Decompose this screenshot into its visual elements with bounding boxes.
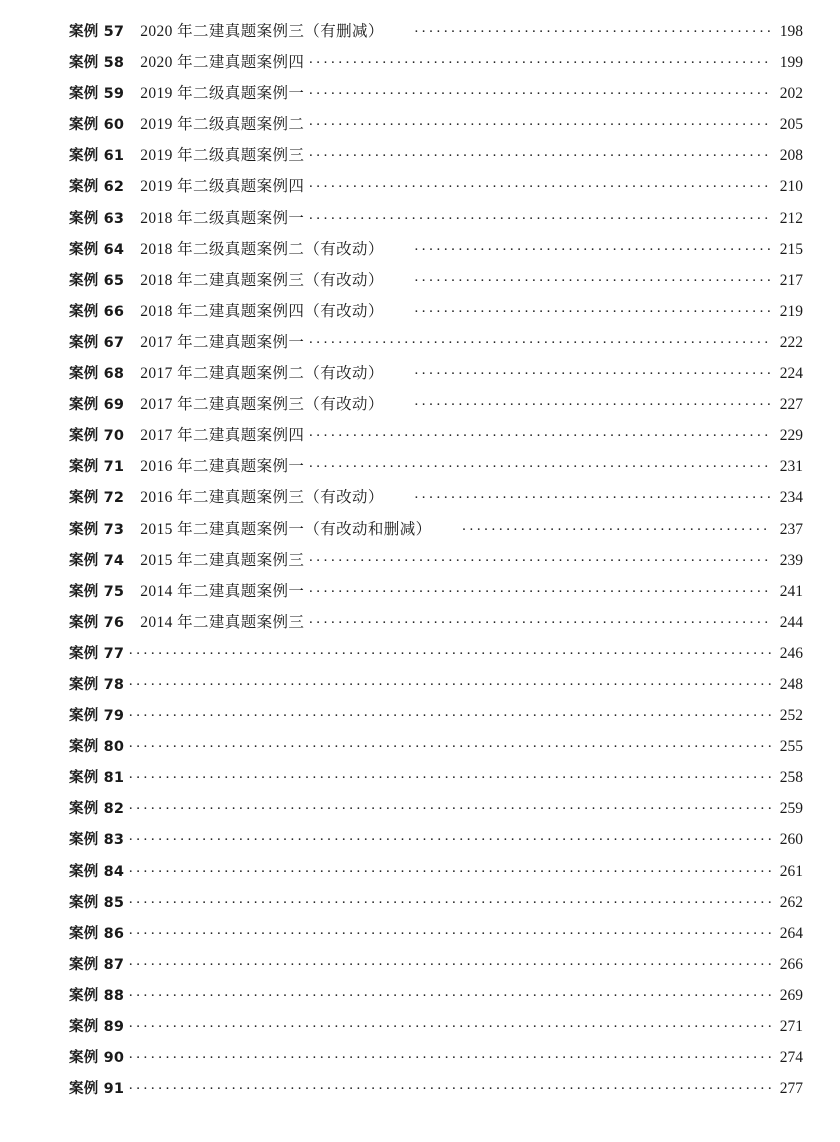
toc-entry-8[interactable] <box>69 234 803 265</box>
toc-entry-22[interactable] <box>69 669 803 700</box>
toc-entry-label: 案例 86 <box>69 925 125 942</box>
toc-entry-title: 2016 年二建真题案例一 <box>140 458 305 476</box>
toc-entry-title: 2018 年二级真题案例二（有改动） <box>140 240 384 258</box>
toc-entry-2[interactable] <box>69 47 803 78</box>
toc-entry-6[interactable] <box>69 171 803 202</box>
toc-entry-label: 案例 69 <box>69 397 125 414</box>
toc-entry-label: 案例 64 <box>69 241 125 258</box>
toc-page-number: 237 <box>779 520 803 538</box>
toc-page-number: 210 <box>779 178 803 196</box>
toc-entry-label: 案例 78 <box>69 676 125 693</box>
toc-entry-34[interactable] <box>69 1042 803 1073</box>
toc-dot-leader <box>128 919 771 950</box>
toc-entry-11[interactable] <box>69 327 803 358</box>
toc-entry-label: 案例 65 <box>69 272 125 289</box>
toc-entry-title: 2017 年二建真题案例三（有改动） <box>140 396 384 414</box>
toc-dot-leader <box>414 483 771 514</box>
toc-dot-leader <box>128 732 771 763</box>
toc-page-number: 248 <box>779 675 803 693</box>
toc-dot-leader <box>128 639 771 670</box>
toc-entry-label: 案例 88 <box>69 987 125 1004</box>
toc-page-number: 205 <box>779 116 803 134</box>
toc-dot-leader <box>308 328 771 359</box>
toc-page-number: 198 <box>779 23 803 40</box>
toc-entry-9[interactable] <box>69 265 803 296</box>
toc-entry-29[interactable] <box>69 887 803 918</box>
toc-page-number: 234 <box>779 489 803 507</box>
toc-entry-4[interactable] <box>69 109 803 140</box>
toc-dot-leader <box>308 452 771 483</box>
toc-dot-leader <box>308 172 771 203</box>
toc-entry-title: 2019 年二级真题案例一 <box>140 85 305 103</box>
toc-entry-label: 案例 57 <box>69 24 125 40</box>
table-of-contents <box>69 16 803 1104</box>
toc-dot-leader <box>308 79 771 110</box>
toc-entry-26[interactable] <box>69 793 803 824</box>
toc-entry-label: 案例 89 <box>69 1019 125 1035</box>
toc-entry-title: 2017 年二建真题案例一 <box>140 333 305 351</box>
toc-entry-label: 案例 71 <box>69 459 125 476</box>
toc-entry-label: 案例 81 <box>69 770 125 787</box>
toc-dot-leader <box>128 981 771 1012</box>
toc-entry-17[interactable] <box>69 514 803 545</box>
toc-entry-label: 案例 87 <box>69 956 125 973</box>
toc-dot-leader <box>308 608 771 639</box>
toc-dot-leader <box>414 390 771 421</box>
toc-page-number: 271 <box>779 1018 803 1035</box>
toc-dot-leader <box>414 297 771 328</box>
toc-entry-label: 案例 74 <box>69 552 125 569</box>
toc-dot-leader <box>128 1074 771 1105</box>
toc-entry-1[interactable] <box>69 16 803 47</box>
toc-page-number: 239 <box>779 551 803 569</box>
toc-entry-14[interactable] <box>69 420 803 451</box>
toc-page-number: 259 <box>779 800 803 818</box>
toc-entry-label: 案例 83 <box>69 832 125 849</box>
toc-page-number: 229 <box>779 427 803 445</box>
toc-dot-leader <box>128 1012 771 1043</box>
toc-dot-leader <box>128 763 771 794</box>
toc-page-number: 269 <box>779 986 803 1004</box>
toc-page-number: 244 <box>779 613 803 631</box>
toc-entry-label: 案例 77 <box>69 645 125 662</box>
toc-dot-leader <box>128 1043 771 1074</box>
toc-entry-label: 案例 84 <box>69 863 125 880</box>
toc-entry-label: 案例 73 <box>69 521 125 538</box>
toc-page-number: 255 <box>779 738 803 756</box>
toc-page-number: 241 <box>779 582 803 600</box>
toc-entry-label: 案例 75 <box>69 583 125 600</box>
toc-entry-title: 2015 年二建真题案例三 <box>140 551 305 569</box>
toc-dot-leader <box>414 235 771 266</box>
toc-entry-7[interactable] <box>69 203 803 234</box>
toc-dot-leader <box>308 48 771 79</box>
toc-dot-leader <box>308 110 771 141</box>
toc-entry-label: 案例 59 <box>69 86 125 103</box>
toc-entry-label: 案例 68 <box>69 366 125 383</box>
toc-dot-leader <box>414 266 771 297</box>
toc-entry-28[interactable] <box>69 856 803 887</box>
toc-dot-leader <box>414 17 771 48</box>
toc-entry-10[interactable] <box>69 296 803 327</box>
toc-entry-21[interactable] <box>69 638 803 669</box>
toc-dot-leader <box>308 204 771 235</box>
toc-entry-title: 2016 年二建真题案例三（有改动） <box>140 489 384 507</box>
toc-entry-title: 2014 年二建真题案例一 <box>140 582 305 600</box>
toc-dot-leader <box>128 825 771 856</box>
toc-entry-label: 案例 76 <box>69 614 125 631</box>
toc-entry-23[interactable] <box>69 700 803 731</box>
toc-entry-25[interactable] <box>69 762 803 793</box>
toc-dot-leader <box>308 577 771 608</box>
toc-dot-leader <box>128 888 771 919</box>
toc-entry-label: 案例 79 <box>69 708 125 725</box>
toc-entry-31[interactable] <box>69 949 803 980</box>
toc-entry-title: 2019 年二级真题案例二 <box>140 116 305 134</box>
toc-entry-12[interactable] <box>69 358 803 389</box>
toc-entry-title: 2018 年二级真题案例一 <box>140 209 305 227</box>
toc-entry-label: 案例 80 <box>69 739 125 756</box>
toc-entry-label: 案例 60 <box>69 117 125 134</box>
toc-entry-title: 2018 年二建真题案例三（有改动） <box>140 271 384 289</box>
toc-dot-leader <box>414 359 771 390</box>
toc-page-number: 212 <box>779 209 803 227</box>
toc-entry-label: 案例 58 <box>69 55 125 72</box>
toc-entry-title: 2017 年二建真题案例四 <box>140 427 305 445</box>
toc-page-number: 217 <box>779 271 803 289</box>
toc-entry-label: 案例 85 <box>69 894 125 911</box>
toc-entry-24[interactable] <box>69 731 803 762</box>
toc-entry-title: 2019 年二级真题案例三 <box>140 147 305 165</box>
toc-entry-5[interactable] <box>69 140 803 171</box>
toc-page-number: 222 <box>779 333 803 351</box>
toc-page-number: 277 <box>779 1080 803 1098</box>
toc-entry-32[interactable] <box>69 980 803 1011</box>
toc-page-number: 260 <box>779 831 803 849</box>
toc-page-number: 266 <box>779 955 803 973</box>
toc-entry-30[interactable] <box>69 918 803 949</box>
toc-page-number: 199 <box>779 54 803 72</box>
toc-page-number: 261 <box>779 862 803 880</box>
toc-entry-13[interactable] <box>69 389 803 420</box>
toc-entry-title: 2018 年二建真题案例四（有改动） <box>140 302 384 320</box>
toc-entry-label: 案例 82 <box>69 801 125 818</box>
toc-entry-18[interactable] <box>69 545 803 576</box>
toc-dot-leader <box>128 670 771 701</box>
toc-page-number: 264 <box>779 924 803 942</box>
toc-entry-19[interactable] <box>69 576 803 607</box>
toc-page-number: 224 <box>779 365 803 383</box>
toc-page-number: 258 <box>779 769 803 787</box>
toc-page-number: 202 <box>779 85 803 103</box>
toc-entry-label: 案例 63 <box>69 210 125 227</box>
toc-dot-leader <box>308 421 771 452</box>
toc-entry-27[interactable] <box>69 824 803 855</box>
toc-dot-leader <box>128 857 771 888</box>
toc-entry-label: 案例 91 <box>69 1081 125 1098</box>
toc-entry-title: 2014 年二建真题案例三 <box>140 613 305 631</box>
toc-page-number: 252 <box>779 707 803 725</box>
toc-entry-label: 案例 62 <box>69 179 125 196</box>
toc-page-number: 215 <box>779 240 803 258</box>
toc-entry-3[interactable] <box>69 78 803 109</box>
toc-entry-title: 2020 年二建真题案例四 <box>140 54 305 72</box>
toc-dot-leader <box>128 701 771 732</box>
toc-entry-16[interactable] <box>69 482 803 513</box>
toc-dot-leader <box>462 515 771 546</box>
toc-entry-label: 案例 66 <box>69 303 125 320</box>
toc-dot-leader <box>308 141 771 172</box>
toc-entry-title: 2019 年二级真题案例四 <box>140 178 305 196</box>
toc-page-number: 208 <box>779 147 803 165</box>
toc-entry-label: 案例 72 <box>69 490 125 507</box>
toc-page-number: 246 <box>779 644 803 662</box>
toc-page-number: 262 <box>779 893 803 911</box>
toc-page-number: 274 <box>779 1049 803 1067</box>
toc-dot-leader <box>128 950 771 981</box>
toc-entry-20[interactable] <box>69 607 803 638</box>
toc-entry-33[interactable] <box>69 1011 803 1042</box>
toc-page-number: 231 <box>779 458 803 476</box>
toc-entry-label: 案例 90 <box>69 1050 125 1067</box>
toc-entry-15[interactable] <box>69 451 803 482</box>
toc-entry-label: 案例 70 <box>69 428 125 445</box>
toc-dot-leader <box>128 794 771 825</box>
toc-entry-label: 案例 61 <box>69 148 125 165</box>
toc-entry-title: 2017 年二建真题案例二（有改动） <box>140 365 384 383</box>
toc-dot-leader <box>308 546 771 577</box>
toc-page-number: 219 <box>779 302 803 320</box>
toc-entry-label: 案例 67 <box>69 334 125 351</box>
toc-entry-35[interactable] <box>69 1073 803 1104</box>
toc-entry-title: 2020 年二建真题案例三（有删减） <box>140 23 384 40</box>
toc-entry-title: 2015 年二建真题案例一（有改动和删减） <box>140 520 432 538</box>
toc-page-number: 227 <box>779 396 803 414</box>
